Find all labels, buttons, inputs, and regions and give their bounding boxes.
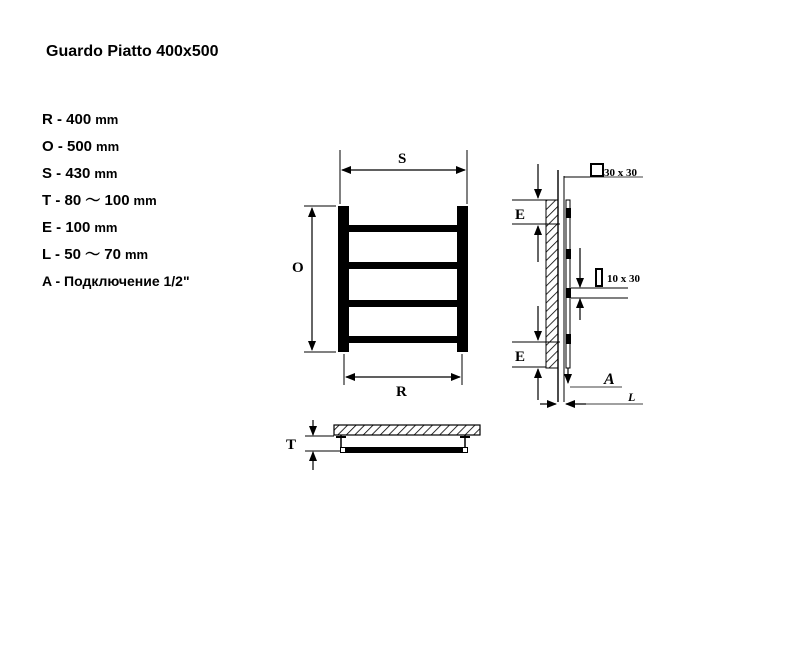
spec-label: R - 400 bbox=[42, 111, 92, 128]
rail-1 bbox=[349, 225, 457, 232]
front-view bbox=[292, 150, 468, 400]
rail-3 bbox=[349, 300, 457, 307]
rail-4 bbox=[349, 336, 457, 343]
top-view bbox=[286, 420, 480, 470]
e-bottom-label: E bbox=[515, 349, 526, 365]
profile-30-icon bbox=[591, 164, 603, 176]
spec-label: T - 80 ～ 100 bbox=[42, 192, 130, 209]
spec-unit: mm bbox=[96, 139, 120, 154]
spec-unit: mm bbox=[133, 193, 157, 208]
e-top-label: E bbox=[515, 207, 526, 223]
spec-label: E - 100 bbox=[42, 219, 91, 236]
profile-10-icon bbox=[596, 269, 602, 286]
spec-label: A - Подключение 1/2" bbox=[42, 273, 190, 289]
r-label: R bbox=[396, 384, 407, 400]
rail-2 bbox=[349, 262, 457, 269]
o-label: O bbox=[292, 260, 304, 276]
spec-label: L - 50 ～ 70 bbox=[42, 246, 121, 263]
spec-label: O - 500 bbox=[42, 138, 93, 155]
top-rail bbox=[340, 447, 468, 453]
right-post bbox=[457, 206, 468, 352]
s-label: S bbox=[398, 151, 407, 167]
spec-unit: mm bbox=[94, 166, 118, 181]
side-view bbox=[512, 164, 643, 404]
spec-unit: mm bbox=[95, 112, 119, 127]
spec-label: S - 430 bbox=[42, 165, 91, 182]
page-title: Guardo Piatto 400x500 bbox=[46, 43, 219, 60]
a-label: A bbox=[604, 371, 615, 388]
spec-unit: mm bbox=[124, 247, 149, 262]
profile-small-label: 10 x 30 bbox=[607, 273, 640, 285]
profile-large-label: 30 x 30 bbox=[604, 167, 637, 179]
l-label: L bbox=[628, 390, 636, 404]
spec-unit: mm bbox=[94, 220, 118, 235]
left-post bbox=[338, 206, 349, 352]
t-label: T bbox=[286, 437, 297, 453]
wall-section bbox=[334, 425, 480, 435]
wall-hatch bbox=[546, 200, 558, 368]
